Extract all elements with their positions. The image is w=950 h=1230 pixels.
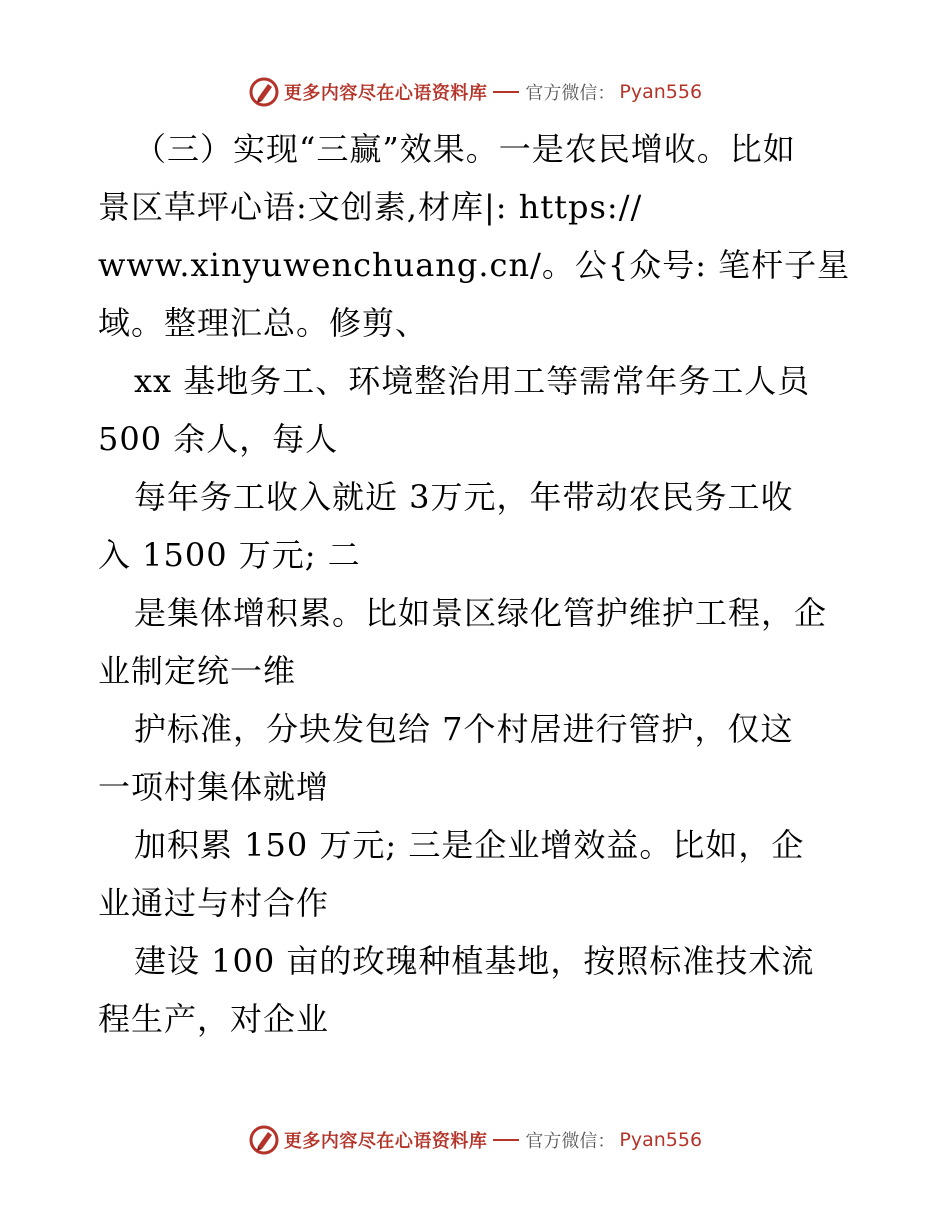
text-line: （三）实现“三赢”效果。一是农民增收。比如: [134, 130, 796, 168]
text-line: xx 基地务工、环境整治用工等需常年务工人员: [134, 362, 811, 400]
banner-divider: [493, 1139, 519, 1141]
banner-title: 更多内容尽在心语资料库: [283, 1131, 488, 1152]
text-line: 500 余人，每人: [98, 420, 339, 458]
text-line: 加积累 150 万元; 三是企业增效益。比如，企: [134, 826, 805, 864]
text-line: 每年务工收入就近 3万元，年带动农民务工收: [134, 478, 794, 516]
text-line: 业制定统一维: [98, 652, 297, 690]
footer-watermark: [0, 1120, 950, 1160]
text-line: 程生产，对企业: [98, 1000, 330, 1038]
text-line: 域。整理汇总。修剪、: [98, 304, 429, 342]
banner-title: 更多内容尽在心语资料库: [283, 83, 488, 104]
banner-wechat-id: Pyan556: [619, 81, 703, 103]
text-line: 护标准，分块发包给 7个村居进行管护，仅这: [134, 710, 794, 748]
header-watermark: [0, 72, 950, 112]
text-line: 景区草坪心语:文创素,材库|: https://: [98, 188, 643, 226]
text-line: 建设 100 亩的玫瑰种植基地，按照标准技术流: [134, 942, 815, 980]
text-line: 业通过与村合作: [98, 884, 330, 922]
banner-subtitle: 官方微信：: [525, 83, 616, 104]
banner-wechat-id: Pyan556: [619, 1129, 703, 1151]
text-line: 是集体增积累。比如景区绿化管护维护工程，企: [134, 594, 828, 632]
pen-logo-icon: [248, 76, 280, 108]
banner-subtitle: 官方微信：: [525, 1131, 616, 1152]
text-line: 一项村集体就增: [98, 768, 330, 806]
banner-divider: [493, 91, 519, 93]
text-line: 入 1500 万元; 二: [98, 536, 361, 574]
text-line: www.xinyuwenchuang.cn/。公{众号: 笔杆子星: [98, 246, 851, 284]
pen-logo-icon: [248, 1124, 280, 1156]
